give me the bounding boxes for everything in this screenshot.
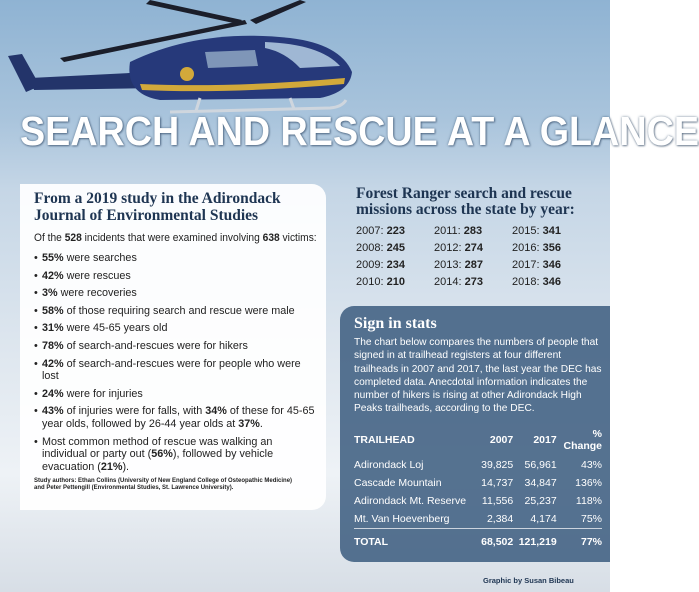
helicopter-side-window bbox=[205, 50, 258, 68]
table-row: Mt. Van Hoevenberg 2,384 4,174 75% bbox=[354, 512, 602, 525]
study-intro: Of the 528 incidents that were examined involving 638 victims: bbox=[34, 232, 317, 244]
study-authors-credit: Study authors: Ethan Collins (University of New England College of Osteopathic Medicine) and Peter Pettengill (Environmental Studies, St. Lawrence University). bbox=[34, 478, 293, 492]
incidents-count: 528 bbox=[64, 232, 82, 244]
finding-item: • 42% were rescues bbox=[34, 270, 316, 283]
year-mission-count: 2015: 341 bbox=[512, 225, 561, 237]
year-mission-count: 2009: 234 bbox=[356, 259, 405, 271]
year-mission-count: 2012: 274 bbox=[434, 242, 483, 254]
year-mission-count: 2008: 245 bbox=[356, 242, 405, 254]
finding-item-falls: • 43% of injuries were for falls, with 34% of these for 45-65 year olds, followed by 26-44 year olds at 37%. bbox=[34, 405, 316, 430]
study-panel bbox=[20, 184, 326, 510]
helicopter-tail-fin bbox=[8, 54, 40, 92]
finding-item: • 31% were 45-65 years old bbox=[34, 322, 316, 335]
year-mission-count: 2017: 346 bbox=[512, 259, 561, 271]
rescue-missions-title: Forest Ranger search and rescue missions across the state by year: bbox=[356, 185, 575, 218]
header-trailhead: TRAILHEAD bbox=[354, 433, 415, 446]
missions-by-year-grid bbox=[356, 224, 610, 289]
headline: SEARCH AND RESCUE AT A GLANCE bbox=[20, 108, 699, 154]
year-mission-count: 2018: 346 bbox=[512, 276, 561, 288]
table-row: Adirondack Loj 39,825 56,961 43% bbox=[354, 458, 602, 471]
header-2017: 2017 bbox=[533, 433, 557, 446]
table-header-row bbox=[354, 428, 602, 456]
finding-item: • 42% of search-and-rescues were for people who were lost bbox=[34, 358, 316, 383]
year-mission-count: 2013: 287 bbox=[434, 259, 483, 271]
trailhead-stats-table bbox=[354, 428, 602, 551]
year-mission-count: 2007: 223 bbox=[356, 225, 405, 237]
victims-count: 638 bbox=[262, 232, 280, 244]
signin-stats-title: Sign in stats bbox=[354, 315, 437, 332]
signin-stats-panel bbox=[340, 306, 610, 562]
finding-item: • 24% were for injuries bbox=[34, 388, 316, 401]
helicopter-emblem bbox=[180, 67, 194, 81]
year-mission-count: 2011: 283 bbox=[434, 225, 483, 237]
header-2007: 2007 bbox=[489, 433, 514, 446]
table-row: Adirondack Mt. Reserve 11,556 25,237 118% bbox=[354, 494, 602, 507]
finding-item: • 78% of search-and-rescues were for hikers bbox=[34, 340, 316, 353]
study-title: From a 2019 study in the Adirondack Journal of Environmental Studies bbox=[34, 190, 281, 224]
finding-item: • 58% of those requiring search and rescue were male bbox=[34, 305, 316, 318]
finding-item: • 55% were searches bbox=[34, 252, 316, 265]
helicopter-rotor-right bbox=[250, 0, 306, 24]
finding-item-method: • Most common method of rescue was walking an individual or party out (56%), followed by vehicle evacuation (21%). bbox=[34, 436, 316, 474]
year-mission-count: 2010: 210 bbox=[356, 276, 405, 288]
signin-stats-description: The chart below compares the numbers of people that signed in at trailhead registers at four different trailheads in 2007 and 2017, the last year the DEC has completed data. Anecdotal information indicates the number of hikers is rising at other Adirondack High Peaks trailheads, according to the DEC. bbox=[354, 337, 602, 415]
finding-item: • 3% were recoveries bbox=[34, 287, 316, 300]
year-mission-count: 2014: 273 bbox=[434, 276, 483, 288]
graphic-credit: Graphic by Susan Bibeau bbox=[483, 576, 574, 585]
rescue-missions-panel bbox=[356, 186, 610, 289]
study-findings-list bbox=[34, 252, 316, 473]
helicopter-rotor-back bbox=[146, 0, 242, 24]
year-mission-count: 2016: 356 bbox=[512, 242, 561, 254]
table-row: Cascade Mountain 14,737 34,847 136% bbox=[354, 476, 602, 489]
table-total-row: TOTAL 68,502 121,219 77% bbox=[354, 535, 602, 548]
header-change: % Change bbox=[563, 427, 602, 452]
